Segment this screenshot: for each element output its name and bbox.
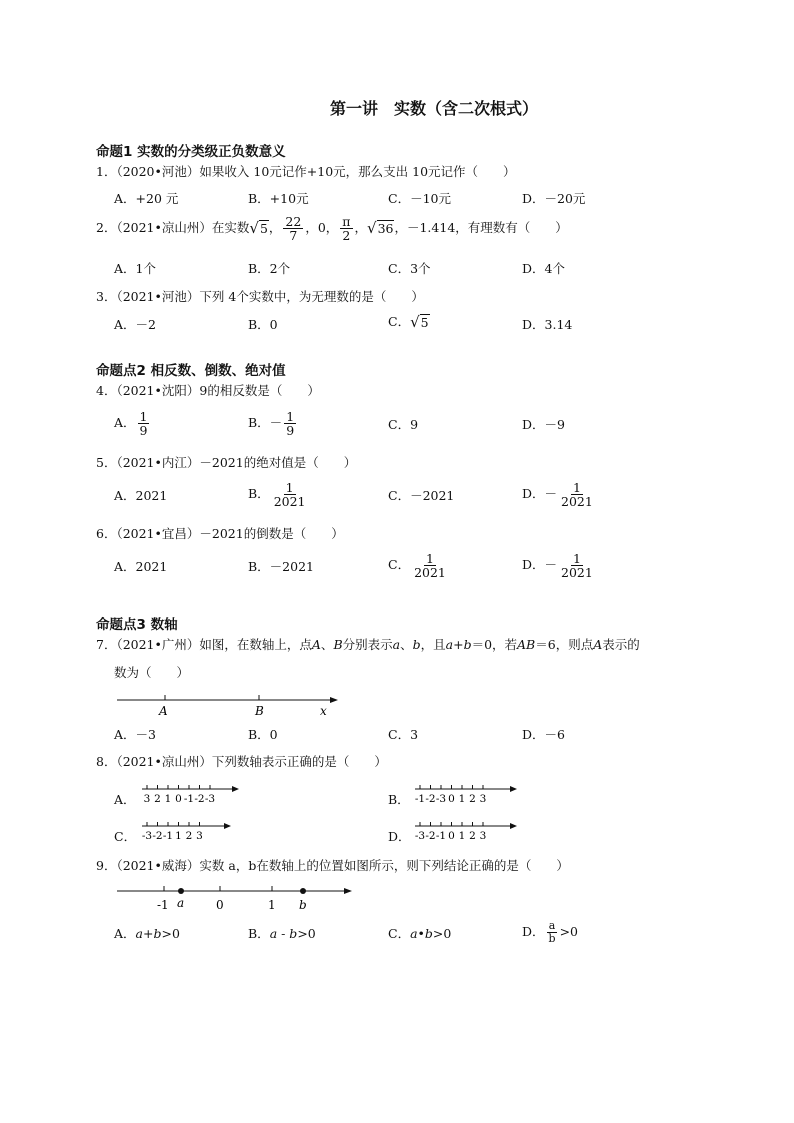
frac-num: a [548,919,556,932]
section-heading-3: 命题点3 数轴 [96,617,178,633]
frac-den: 2 [342,228,351,244]
question-6-stem: 6．（2021•宜昌）－2021的倒数是（ ） [96,526,344,541]
q5-b-label: B． [248,486,270,502]
fraction [559,481,595,508]
sqrt-5: √5 [410,313,429,331]
tick-label: 2 [154,793,161,805]
q9-b-expr: a - b [269,926,298,941]
q4-option-c: C．9 [388,417,419,432]
frac-den: 2021 [561,565,593,581]
tick-label: 1 [175,830,182,842]
q8-option-b-label: B． [388,792,410,807]
q7-text: ＝0，若 [471,637,518,652]
label-x: x [320,704,327,718]
axis-arrow [510,823,517,829]
q3-option-c-label: C． [388,314,411,330]
q5-d-label: D．－ [522,486,558,502]
sqrt-36: √36 [367,219,394,238]
tick-label: 0 [175,793,182,805]
q3-option-d: D．3.14 [522,317,573,332]
q9-c-label: C． [388,926,411,941]
q6-option-b: B．－2021 [248,559,314,574]
q9-d-rel: >0 [559,923,579,939]
q8-option-d-label: D． [388,829,411,844]
section-heading-1: 命题1 实数的分类级正负数意义 [96,144,286,160]
tick-label: -3 [435,793,447,805]
q5-option-b [248,481,310,508]
sqrt-arg: 5 [420,315,429,330]
q9-option-b [248,928,316,941]
section-heading-2: 命题点2 相反数、倒数、绝对值 [96,363,286,379]
tick-label: -3 [414,830,426,842]
frac-num: 1 [139,409,148,424]
q6-option-a: A．2021 [114,559,168,574]
frac-den: 2021 [561,494,593,510]
q7-var-a-point: A [593,637,603,652]
axis-arrow [330,697,338,703]
fraction [272,481,308,508]
label-a: A [159,704,168,718]
sqrt-36-arg: 36 [377,221,394,237]
fraction-pi-2 [340,215,352,242]
q8-option-b-number-line [413,782,518,806]
q3-option-a: A．－2 [114,317,156,332]
label-0: 0 [216,898,224,912]
tick-label: 1 [458,793,466,805]
tick-label: -2 [425,830,436,842]
q6-c-label: C． [388,557,411,573]
q7-var-a-point: A [311,637,321,652]
q7-text: 7．（2021•广州）如图，在数轴上，点 [96,637,312,652]
q8-option-a-number-line [140,782,240,806]
q7-text: ＝6，则点 [535,637,594,652]
q9-d-label: D． [522,923,545,939]
sqrt-5-arg: 5 [259,221,268,237]
q4-option-b [248,410,298,437]
q3-option-c [388,315,430,330]
tick-label: -3 [204,793,216,805]
q9-a-rel: >0 [161,926,180,941]
point-a [178,888,184,894]
tick-label: -1 [414,793,426,805]
q8-option-c-label: C． [114,829,137,844]
tick-label: 1 [458,830,466,842]
tick-label: 2 [185,830,193,842]
label-b: b [299,898,307,912]
q7-option-a: A．－3 [114,727,156,742]
q1-option-d: D．－20元 [522,191,586,206]
q2-stem-suffix: ，－1.414，有理数有（ ） [394,220,568,236]
tick-label: 3 [479,793,487,805]
frac-den: 9 [139,423,148,439]
label-a: a [177,896,185,910]
q9-a-expr: a+b [135,926,162,941]
point-b [300,888,306,894]
question-3-stem: 3．（2021•河池）下列 4个实数中，为无理数的是（ ） [96,289,424,304]
fraction [138,410,150,437]
page-title: 第一讲 实数（含二次根式） [330,99,539,118]
q9-b-rel: >0 [297,926,316,941]
frac-den: 7 [289,228,298,244]
q7-text: 分别表示 [342,637,393,652]
q3-option-b: B．0 [248,317,278,332]
frac-num: 1 [286,409,295,424]
q4-b-label: B．－ [248,415,283,431]
tick-label: 3 [479,830,487,842]
q1-option-b: B．+10元 [248,191,309,206]
fraction-22-7 [283,215,303,242]
q7-number-line [112,688,342,718]
tick-label: 2 [469,830,476,842]
q9-option-a [114,928,180,941]
q7-var-a: a [392,637,401,652]
q7-text: 、 [320,637,334,652]
question-8-stem: 8．（2021•凉山州）下列数轴表示正确的是（ ） [96,754,387,769]
fraction [559,552,595,579]
fraction [284,410,296,437]
q5-option-a: A．2021 [114,488,168,503]
q7-condition: a+b [445,637,472,652]
question-9-stem: 9．（2021•威海）实数 a，b在数轴上的位置如图所示，则下列结论正确的是（ ） [96,858,569,873]
q2-option-a: A．1个 [114,261,156,276]
fraction-a-over-b [547,920,558,944]
axis-arrow [224,823,231,829]
frac-num: 1 [285,480,294,495]
q2-option-d: D．4个 [522,261,565,276]
tick-label: -2 [425,793,436,805]
q9-number-line [112,882,357,912]
q2-option-c: C．3个 [388,261,431,276]
tick-label: -1 [183,793,195,805]
q1-option-c: C．－10元 [388,191,451,206]
q5-option-c: C．－2021 [388,488,455,503]
tick-label: 1 [164,793,172,805]
q6-d-label: D．－ [522,557,558,573]
axis-arrow [232,786,239,792]
q9-option-c [388,928,451,941]
q7-text: ，且 [420,637,446,652]
frac-den: b [548,931,556,945]
q7-var-ab: AB [517,637,536,652]
q7-var-b-point: B [333,637,343,652]
axis-arrow [344,888,352,894]
sqrt-5: √5 [249,219,268,238]
tick-label: 2 [469,793,476,805]
tick-label: -1 [435,830,447,842]
q7-option-d: D．－6 [522,727,565,742]
label-b: B [255,704,264,718]
q4-a-label: A． [114,415,136,431]
q9-c-expr: a•b [410,926,433,941]
tick-label: -2 [194,793,205,805]
frac-den: 2021 [414,565,446,581]
q7-option-c: C．3 [388,727,419,742]
tick-label: 0 [448,793,455,805]
q2-stem-prefix: 2．（2021•凉山州）在实数 [96,220,250,236]
q8-option-c-number-line [140,819,232,843]
frac-den: 9 [286,423,295,439]
q9-a-label: A． [114,926,136,941]
tick-label: 3 [143,793,151,805]
frac-num: 1 [572,551,581,566]
q9-c-rel: >0 [432,926,452,941]
axis-arrow [510,786,517,792]
frac-num: 1 [426,551,434,566]
label-1: 1 [268,898,276,912]
q6-option-d [522,552,597,579]
question-7-stem-line2: 数为（ ） [114,665,190,680]
question-1-stem: 1．（2020•河池）如果收入 10元记作+10元，那么支出 10元记作（ ） [96,164,516,179]
frac-num: π [342,214,351,229]
q6-option-c [388,552,450,579]
tick-label: -2 [152,830,163,842]
q2-zero: ，0， [305,220,339,236]
q9-b-label: B． [248,926,270,941]
q4-option-a [114,410,151,437]
question-4-stem: 4．（2021•沈阳）9的相反数是（ ） [96,383,320,398]
question-7-stem-line1 [96,639,640,652]
frac-num: 1 [572,480,581,495]
tick-label: 0 [448,830,455,842]
q7-option-b: B．0 [248,727,278,742]
q2-option-b: B．2个 [248,261,291,276]
q7-var-b: b [412,637,421,652]
q7-text: 表示的 [602,637,640,652]
question-2-stem: 2．（2021•凉山州）在实数 √5 ， $\frac{22}{7}$ ，0， $\frac{\pi}{2}$ ， √36 ，－1.414，有理数有（ ） [96,214,568,244]
tick-label: 3 [196,830,203,842]
tick-label: -3 [141,830,153,842]
q9-option-d [522,920,578,944]
frac-num: 22 [285,214,302,229]
q8-option-a-label: A． [114,792,136,807]
frac-den: 2021 [273,494,306,510]
q5-option-d [522,481,597,508]
fraction [412,552,448,579]
tick-label: -1 [162,830,174,842]
q7-text: 、 [400,637,413,652]
label-minus-1: -1 [157,898,169,912]
q8-option-d-number-line [413,819,518,843]
q1-option-a: A．+20 元 [114,191,179,206]
q4-option-d: D．－9 [522,417,565,432]
question-5-stem: 5．（2021•内江）－2021的绝对值是（ ） [96,455,357,470]
